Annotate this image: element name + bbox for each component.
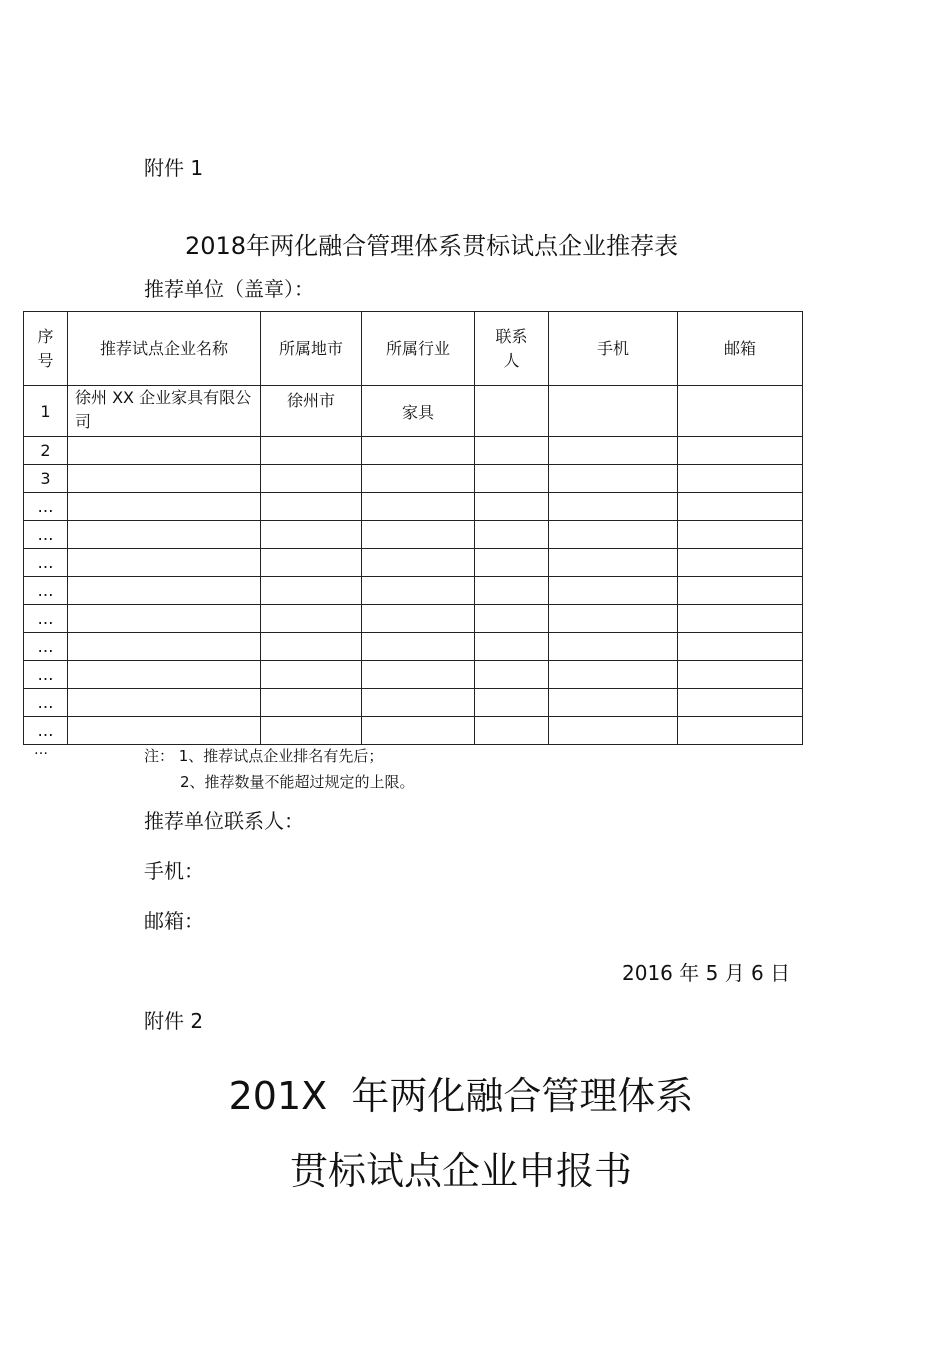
cell-email (678, 633, 803, 661)
cell-contact (475, 633, 549, 661)
cell-seq: … (24, 577, 68, 605)
application-title-line-2: 贯标试点企业申报书 (289, 1149, 632, 1193)
cell-seq: 3 (24, 465, 68, 493)
cell-email (678, 661, 803, 689)
cell-company (68, 717, 261, 745)
cell-city (261, 465, 362, 493)
table-row (24, 605, 803, 633)
cell-industry (362, 465, 475, 493)
cell-phone (549, 521, 678, 549)
cell-email (678, 437, 803, 465)
cell-company (68, 605, 261, 633)
cell-city (261, 437, 362, 465)
trailing-ellipsis: … (34, 742, 48, 758)
cell-seq: … (24, 717, 68, 745)
cell-contact (475, 577, 549, 605)
cell-contact (475, 437, 549, 465)
cell-email (678, 605, 803, 633)
cell-seq: … (24, 549, 68, 577)
table-row (24, 549, 803, 577)
cell-seq: 2 (24, 437, 68, 465)
header-company: 推荐试点企业名称 (68, 312, 261, 386)
cell-contact (475, 521, 549, 549)
cell-city (261, 577, 362, 605)
cell-city (261, 717, 362, 745)
cell-email (678, 521, 803, 549)
cell-email (678, 689, 803, 717)
cell-seq: … (24, 633, 68, 661)
table-row (24, 493, 803, 521)
table-row (24, 521, 803, 549)
attachment-2-label: 附件 2 (144, 1009, 204, 1033)
contact-person-label: 推荐单位联系人： (144, 809, 304, 833)
cell-industry (362, 521, 475, 549)
cell-contact (475, 493, 549, 521)
attachment-1-label: 附件 1 (144, 156, 204, 180)
cell-contact (475, 661, 549, 689)
cell-city: 徐州市 (261, 386, 362, 437)
cell-email (678, 577, 803, 605)
header-email: 邮箱 (678, 312, 803, 386)
cell-city (261, 633, 362, 661)
cell-company (68, 437, 261, 465)
table-row (24, 437, 803, 465)
recommendation-table (23, 311, 803, 745)
header-city: 所属地市 (261, 312, 362, 386)
cell-email (678, 493, 803, 521)
cell-phone (549, 689, 678, 717)
cell-phone (549, 549, 678, 577)
table-row (24, 717, 803, 745)
cell-company (68, 633, 261, 661)
recommend-unit-label: 推荐单位（盖章）： (144, 277, 314, 301)
table-row (24, 633, 803, 661)
cell-seq: … (24, 605, 68, 633)
header-phone: 手机 (549, 312, 678, 386)
cell-company (68, 465, 261, 493)
cell-phone (549, 386, 678, 437)
cell-phone (549, 633, 678, 661)
cell-contact (475, 717, 549, 745)
note-line-1: 注： 1、推荐试点企业排名有先后； (144, 747, 384, 765)
cell-industry (362, 689, 475, 717)
table-row (24, 689, 803, 717)
cell-email (678, 386, 803, 437)
table-row (24, 577, 803, 605)
cell-phone (549, 437, 678, 465)
cell-contact (475, 465, 549, 493)
cell-seq: 1 (24, 386, 68, 437)
cell-contact (475, 549, 549, 577)
header-industry: 所属行业 (362, 312, 475, 386)
table-row (24, 661, 803, 689)
cell-seq: … (24, 661, 68, 689)
cell-industry (362, 633, 475, 661)
cell-contact (475, 386, 549, 437)
table-header-row (24, 312, 803, 386)
table-row (24, 386, 803, 437)
cell-city (261, 493, 362, 521)
cell-phone (549, 605, 678, 633)
cell-industry (362, 493, 475, 521)
cell-city (261, 549, 362, 577)
cell-company (68, 577, 261, 605)
cell-email (678, 549, 803, 577)
cell-industry: 家具 (362, 386, 475, 437)
cell-industry (362, 549, 475, 577)
cell-industry (362, 577, 475, 605)
table-row (24, 465, 803, 493)
cell-industry (362, 661, 475, 689)
cell-company (68, 689, 261, 717)
cell-industry (362, 437, 475, 465)
header-seq: 序号 (24, 312, 68, 386)
cell-company: 徐州 XX 企业家具有限公司 (68, 386, 261, 437)
cell-company (68, 521, 261, 549)
cell-city (261, 661, 362, 689)
cell-city (261, 605, 362, 633)
email-label: 邮箱： (144, 909, 204, 933)
cell-seq: … (24, 493, 68, 521)
cell-industry (362, 717, 475, 745)
cell-email (678, 465, 803, 493)
header-contact: 联系人 (475, 312, 549, 386)
cell-city (261, 521, 362, 549)
cell-contact (475, 605, 549, 633)
cell-contact (475, 689, 549, 717)
note-line-2: 2、推荐数量不能超过规定的上限。 (180, 773, 415, 791)
cell-company (68, 549, 261, 577)
table-title: 2018年两化融合管理体系贯标试点企业推荐表 (185, 232, 679, 260)
cell-seq: … (24, 521, 68, 549)
cell-industry (362, 605, 475, 633)
cell-phone (549, 661, 678, 689)
cell-email (678, 717, 803, 745)
phone-label: 手机： (144, 859, 204, 883)
cell-company (68, 493, 261, 521)
cell-seq: … (24, 689, 68, 717)
cell-phone (549, 717, 678, 745)
cell-phone (549, 493, 678, 521)
date-label: 2016 年 5 月 6 日 (622, 961, 791, 985)
application-title-line-1: 201X 年两化融合管理体系 (228, 1074, 694, 1118)
cell-company (68, 661, 261, 689)
cell-phone (549, 577, 678, 605)
cell-city (261, 689, 362, 717)
cell-phone (549, 465, 678, 493)
